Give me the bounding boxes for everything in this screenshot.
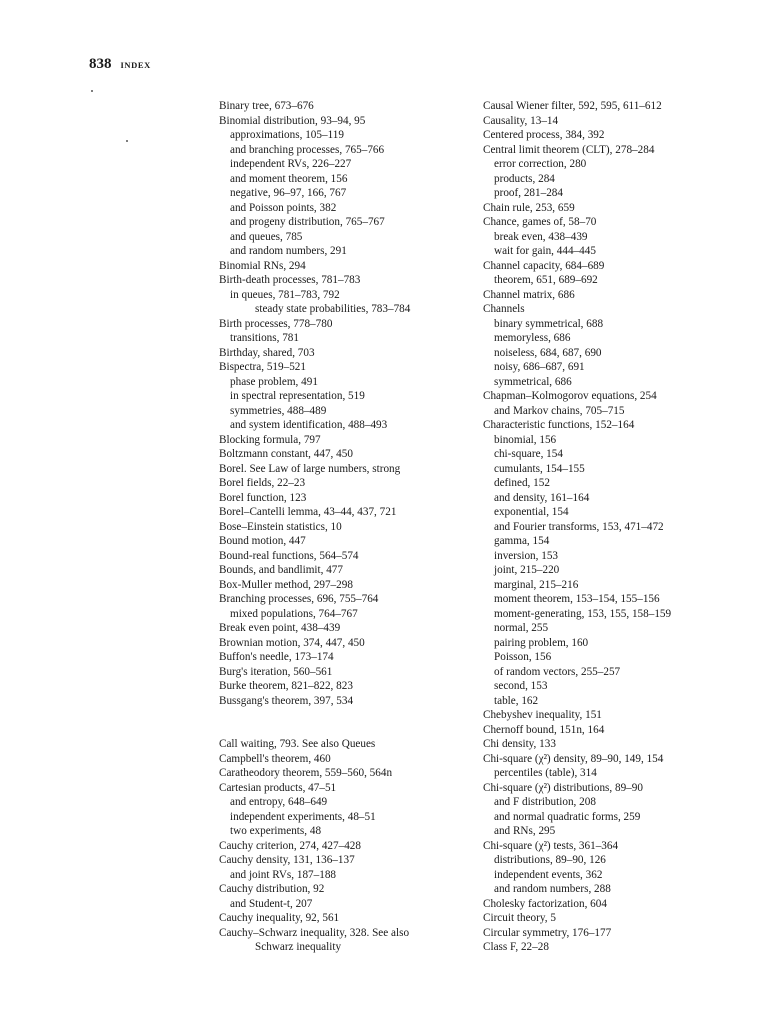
index-entry: Borel fields, 22–23 bbox=[219, 477, 306, 489]
index-subentry: symmetries, 488–489 bbox=[230, 404, 327, 417]
index-subentry: table, 162 bbox=[494, 694, 539, 707]
index-subentry: noisy, 686–687, 691 bbox=[494, 361, 585, 373]
index-subentry: binomial, 156 bbox=[494, 433, 557, 446]
index-entry: Brownian motion, 374, 447, 450 bbox=[219, 636, 365, 649]
scan-speck bbox=[126, 140, 128, 142]
index-subentry: cumulants, 154–155 bbox=[494, 462, 585, 475]
index-entry: Binomial RNs, 294 bbox=[219, 259, 306, 272]
index-subentry: second, 153 bbox=[494, 680, 548, 692]
index-subentry: symmetrical, 686 bbox=[494, 375, 572, 388]
index-entry: Cauchy–Schwarz inequality, 328. See also bbox=[219, 926, 410, 939]
index-entry: Centered process, 384, 392 bbox=[483, 129, 605, 141]
index-subentry: and progeny distribution, 765–767 bbox=[230, 216, 385, 228]
index-subentry: two experiments, 48 bbox=[230, 825, 322, 837]
page-header bbox=[89, 56, 151, 73]
index-entry: Chapman–Kolmogorov equations, 254 bbox=[483, 390, 657, 402]
index-subentry: pairing problem, 160 bbox=[494, 636, 589, 649]
index-entry: Chernoff bound, 151n, 164 bbox=[483, 723, 605, 736]
index-entry: Chi-square (χ²) distributions, 89–90 bbox=[483, 781, 643, 794]
index-entry: Channel capacity, 684–689 bbox=[483, 259, 605, 272]
index-subentry: noiseless, 684, 687, 690 bbox=[494, 346, 602, 359]
index-entry: Borel function, 123 bbox=[219, 491, 307, 504]
index-subentry: gamma, 154 bbox=[494, 535, 550, 547]
index-subentry: phase problem, 491 bbox=[230, 375, 318, 388]
index-subentry: wait for gain, 444–445 bbox=[494, 245, 596, 257]
index-subentry: approximations, 105–119 bbox=[230, 129, 344, 141]
index-subentry: and moment theorem, 156 bbox=[230, 172, 348, 185]
index-entry: Channels bbox=[483, 303, 525, 315]
index-entry: Cauchy density, 131, 136–137 bbox=[219, 854, 355, 866]
index-subentry: and normal quadratic forms, 259 bbox=[494, 810, 641, 823]
index-subentry: and RNs, 295 bbox=[494, 825, 556, 837]
index-entry: Bound-real functions, 564–574 bbox=[219, 549, 359, 562]
index-subentry: break even, 438–439 bbox=[494, 230, 588, 243]
index-entry: Chi-square (χ²) tests, 361–364 bbox=[483, 839, 619, 852]
index-entry: Bose–Einstein statistics, 10 bbox=[219, 520, 342, 533]
index-subentry: percentiles (table), 314 bbox=[494, 767, 597, 779]
index-subentry: transitions, 781 bbox=[230, 332, 299, 344]
index-entry: Binary tree, 673–676 bbox=[219, 100, 314, 112]
index-subentry: error correction, 280 bbox=[494, 158, 587, 170]
index-entry: Chi-square (χ²) density, 89–90, 149, 154 bbox=[483, 752, 664, 765]
index-entry: Cauchy criterion, 274, 427–428 bbox=[219, 839, 361, 852]
index-entry: Blocking formula, 797 bbox=[219, 433, 321, 446]
index-subentry: and system identification, 488–493 bbox=[230, 419, 388, 431]
index-entry: Branching processes, 696, 755–764 bbox=[219, 593, 379, 605]
index-column-left bbox=[219, 99, 474, 955]
index-subentry: Poisson, 156 bbox=[494, 651, 552, 663]
index-entry: Cauchy distribution, 92 bbox=[219, 883, 325, 895]
letter-group-gap bbox=[219, 708, 474, 737]
index-entry: Buffon's needle, 173–174 bbox=[219, 651, 334, 663]
index-entry: Campbell's theorem, 460 bbox=[219, 752, 331, 765]
page-number: 838 bbox=[89, 56, 112, 72]
index-subentry: negative, 96–97, 166, 767 bbox=[230, 187, 347, 199]
index-subentry: in queues, 781–783, 792 bbox=[230, 288, 340, 301]
index-entry: Central limit theorem (CLT), 278–284 bbox=[483, 143, 655, 156]
index-entry: Bispectra, 519–521 bbox=[219, 361, 306, 373]
index-entry: Call waiting, 793. See also Queues bbox=[219, 738, 376, 750]
index-entry: Chance, games of, 58–70 bbox=[483, 216, 597, 228]
index-entry: Birth-death processes, 781–783 bbox=[219, 274, 361, 286]
index-subentry: normal, 255 bbox=[494, 622, 549, 634]
index-entry: Circular symmetry, 176–177 bbox=[483, 926, 612, 939]
index-subentry: Schwarz inequality bbox=[255, 941, 342, 953]
index-subentry: and Poisson points, 382 bbox=[230, 201, 337, 214]
index-subentry: products, 284 bbox=[494, 172, 555, 185]
index-entry: Borel. See Law of large numbers, strong bbox=[219, 462, 401, 475]
index-subentry: inversion, 153 bbox=[494, 549, 559, 562]
index-subentry: and random numbers, 291 bbox=[230, 245, 347, 257]
index-subentry: moment theorem, 153–154, 155–156 bbox=[494, 593, 660, 605]
index-subentry: and F distribution, 208 bbox=[494, 796, 596, 808]
index-entry: Break even point, 438–439 bbox=[219, 622, 341, 634]
index-subentry: and branching processes, 765–766 bbox=[230, 143, 385, 156]
scan-speck bbox=[91, 90, 93, 92]
index-entry: Channel matrix, 686 bbox=[483, 288, 575, 301]
index-entry: Caratheodory theorem, 559–560, 564n bbox=[219, 767, 393, 779]
index-subentry: distributions, 89–90, 126 bbox=[494, 854, 606, 866]
index-subentry: steady state probabilities, 783–784 bbox=[255, 303, 411, 315]
index-entry: Chebyshev inequality, 151 bbox=[483, 709, 602, 721]
index-entry: Cauchy inequality, 92, 561 bbox=[219, 912, 340, 924]
index-subentry: joint, 215–220 bbox=[494, 564, 560, 576]
index-subentry: and Fourier transforms, 153, 471–472 bbox=[494, 520, 664, 533]
index-column-right bbox=[483, 99, 738, 955]
index-subentry: memoryless, 686 bbox=[494, 332, 571, 344]
index-entry: Causality, 13–14 bbox=[483, 114, 559, 127]
running-head: INDEX bbox=[120, 60, 151, 70]
index-entry: Bussgang's theorem, 397, 534 bbox=[219, 694, 354, 707]
index-subentry: independent RVs, 226–227 bbox=[230, 158, 352, 170]
index-subentry: mixed populations, 764–767 bbox=[230, 607, 358, 620]
index-subentry: and queues, 785 bbox=[230, 230, 303, 243]
index-entry: Characteristic functions, 152–164 bbox=[483, 419, 635, 431]
index-entry: Binomial distribution, 93–94, 95 bbox=[219, 114, 366, 127]
index-subentry: theorem, 651, 689–692 bbox=[494, 274, 598, 286]
index-subentry: and Student-t, 207 bbox=[230, 897, 313, 910]
index-subentry: and entropy, 648–649 bbox=[230, 796, 328, 808]
index-subentry: independent events, 362 bbox=[494, 868, 603, 881]
index-subentry: in spectral representation, 519 bbox=[230, 390, 365, 402]
index-subentry: defined, 152 bbox=[494, 477, 550, 489]
index-subentry: independent experiments, 48–51 bbox=[230, 810, 376, 823]
index-entry: Causal Wiener filter, 592, 595, 611–612 bbox=[483, 100, 662, 112]
index-entry: Burg's iteration, 560–561 bbox=[219, 665, 333, 678]
index-subentry: and joint RVs, 187–188 bbox=[230, 868, 337, 881]
index-entry: Burke theorem, 821–822, 823 bbox=[219, 680, 353, 692]
index-subentry: binary symmetrical, 688 bbox=[494, 317, 604, 330]
index-entry: Bound motion, 447 bbox=[219, 535, 306, 547]
index-subentry: marginal, 215–216 bbox=[494, 578, 579, 591]
index-subentry: chi-square, 154 bbox=[494, 448, 563, 460]
index-subentry: and Markov chains, 705–715 bbox=[494, 404, 625, 417]
index-entry: Boltzmann constant, 447, 450 bbox=[219, 448, 353, 460]
index-entry: Cholesky factorization, 604 bbox=[483, 897, 607, 910]
index-subentry: and random numbers, 288 bbox=[494, 883, 611, 895]
index-entry: Circuit theory, 5 bbox=[483, 912, 556, 924]
index-entry: Chi density, 133 bbox=[483, 738, 556, 750]
index-entry: Birthday, shared, 703 bbox=[219, 346, 315, 359]
index-entry: Cartesian products, 47–51 bbox=[219, 781, 337, 794]
index-subentry: of random vectors, 255–257 bbox=[494, 665, 621, 678]
index-subentry: moment-generating, 153, 155, 158–159 bbox=[494, 607, 672, 620]
index-subentry: exponential, 154 bbox=[494, 506, 569, 518]
index-subentry: and density, 161–164 bbox=[494, 491, 590, 504]
index-entry: Borel–Cantelli lemma, 43–44, 437, 721 bbox=[219, 506, 397, 518]
index-entry: Birth processes, 778–780 bbox=[219, 317, 333, 330]
index-entry: Class F, 22–28 bbox=[483, 941, 549, 953]
index-entry: Box-Muller method, 297–298 bbox=[219, 578, 353, 591]
index-entry: Bounds, and bandlimit, 477 bbox=[219, 564, 343, 576]
index-entry: Chain rule, 253, 659 bbox=[483, 201, 575, 214]
index-subentry: proof, 281–284 bbox=[494, 187, 563, 199]
